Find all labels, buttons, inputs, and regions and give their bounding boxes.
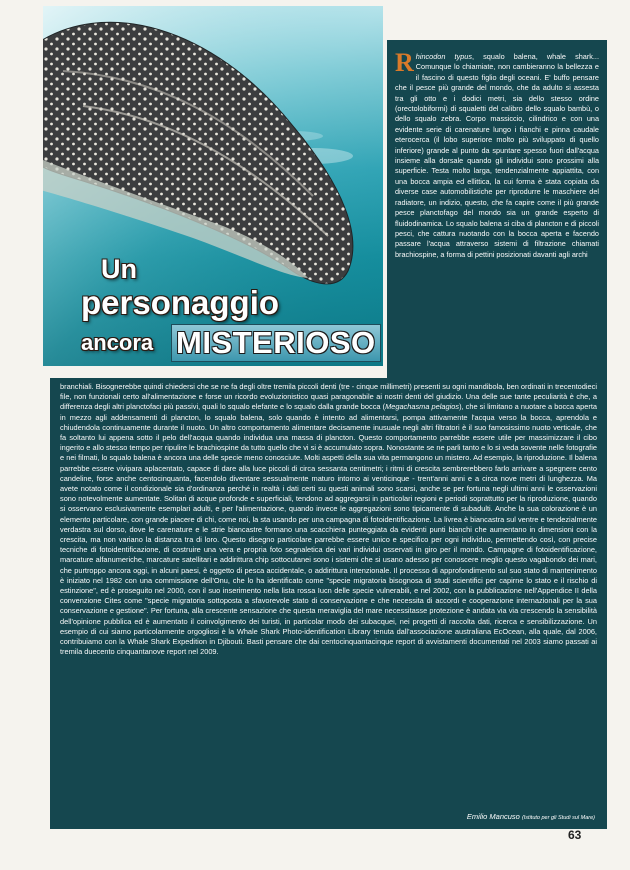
author-credit xyxy=(467,812,595,821)
author-affiliation: (Istituto per gli Studi sul Mare) xyxy=(521,815,595,821)
article-headline xyxy=(43,254,383,366)
headline-highlight: MISTERIOSO xyxy=(171,324,381,362)
intro-paragraph xyxy=(395,48,599,260)
main-text-block xyxy=(50,378,607,829)
main-text-part-1: branchiali. Bisognerebbe quindi chiedersi che se ne fa degli oltre tremila piccoli denti (tre - cinque millimetri) presenti su ogni mandibola, ben ordinati in trecentodieci file, non funzionali certo all'alimentazione e forse un ricordo evoluzionistico quasi paragonabile ai nostri denti del giudizio. Una delle sue tante peculiarità è che, a differenza degli altri planctofaci più passivi, quali lo squalo elefante e lo squalo dalla grande bocca ( xyxy=(60,382,597,412)
species-name: hincodon typus xyxy=(415,52,472,61)
headline-line-3: ancora xyxy=(81,330,154,355)
main-text-part-2: ), che si limitano a nuotare a bocca aperta in mezzo agli addensamenti di plancton, lo squalo balena, solo quando è intento ad alimentarsi, pompa attivamente l'acqua verso la bocca, aprendola e chiudendola continuamente durante il nuoto. Un altro comportamento alimentare decisamente inusuale negli altri filtratori è il suo famosissimo nuoto verticale, che fa soltanto lui appena sotto il pelo dell'acqua quando individua una massa di plancton. Questo comportamento parrebbe essere utile per massimizzare il cibo ingerito e allo stesso tempo per ripulire le brachiospine da tutto quello che vi si è accumulato sopra. Nonostante se ne parli tanto e lo si veda sovente nelle fotografie e nei filmati, lo squalo balena è ancora una delle specie meno conosciute. Molti aspetti della sua vita permangono un mistero. Ad esempio, la riproduzione. Il balena parrebbe essere vivipara aplacentato, capace di dare alla luce piccoli di circa sessanta centimetri; i ritmi di crescita sembrerebbero farlo arrivare a spegnere cento candeline, forse anche centocinquanta, facendolo diventare sessualmente maturo intorno ai venticinque - trent'anni anni e a circa nove metri di lunghezza. Ma avete notato come il condizionale sia d'ordinanza perché in realtà i dati certi su questi animali sono scarsi, anche se per fortuna negli ultimi anni le osservazioni sono notevolmente aumentate. Solitari di acque profonde e superficiali, tendono ad aggregarsi in particolari regioni e periodi soprattutto per la riproduzione, quando si osservano esclusivamente esemplari adulti, e per l'alimentazione, quando invece le aggregazioni sono tipicamente di subadulti. Anche la sua colorazione è un elemento particolare, con grande piacere di chi, come noi, la sta usando per una campagna di fotoidentificazione. La livrea è biancastra sul ventre e tendezialmente verdastra sul dorso, dove le carenature e le strie biancastre formano una scacchiera punteggiata da evidenti punti bianchi che aumentano in dimensioni con la crescita, ma non variano la distanza tra di loro. Questo disegno particolare parrebbe essere unico e specifico per ogni individuo, permettendo così, con precise tecniche di fotoidentificazione, di costruire una vera e propria foto segnaletica dei vari individui osservati in giro per il mondo. Campagne di fotoidentificazione, marcature alfanumeriche, marcature satellitari e addirittura chip sottocutanei sono i sistemi che si usano adesso per conoscere meglio questo vagabondo dei mari, che purtroppo ancora oggi, in alcuni paesi, è oggetto di pesca accidentale, o addirittura intenzionale. Il processo di approfondimento sul suo stato di mantenimento è iniziato nel 1982 con una commissione dell'Onu, che lo ha identificato come "specie migratoria bisognosa di studi scientifici per capirne lo stato e il rischio di estinzione", ed è proseguito nel 2000, con il suo inserimento nella lista rossa Iucn delle specie vulnerabili, e nel 2002, con la pubblicazione nell'Appendice II della convenzione Cites come "specie migratoria sottoposta a sfavorevole stato di conservazione e che necessita di accordi e cooperazione internazionali per la sua conservazione e gestione". Per fortuna, alla crescente sensazione che questa meraviglia del mare necessitasse protezione è andata via via crescendo la sensibilità dell'opinione pubblica ed è aumentato il coinvolgimento dei turisti, in particolar modo dei subacquei, nei progetti di raccolta dati, ricerca e sensibilizzazione. Un esempio di cui siamo particolarmente orgogliosi è la Whale Shark Photo-identification Library tenuta dall'associazione australiana EcOcean, alla quale, dal 2006, contribuiamo con la Whale Shark Expedition in Djibouti. Basti pensare che dai centocinquantacinque report di avvistamenti documentati nel 2003 siamo passati ai tremila duecento cinquantanove report nel 2009. xyxy=(60,402,597,657)
main-paragraph xyxy=(60,382,597,657)
drop-cap: R xyxy=(395,48,414,77)
intro-column xyxy=(387,40,607,378)
intro-text: , squalo balena, whale shark... Comunque lo chiamiate, non cambieranno la bellezza e il fascino di questo figlio degli oceani. E' buffo pensare che il pesce più grande del mondo, che da adulto si assesta tra gli otto e i dodici metri, sia dello stesso ordine (orectolobiformi) di squaletti del calibro dello squalo bambù, o dello squalo zebra. Corpo massiccio, cilindrico e con una evidente serie di carenature lungo i fianchi e pinna caudale eterocerca (il lobo superiore molto più sviluppato di quello inferiore) grande al punto da spuntare spesso fuori dall'acqua insieme alla dorsale quando gli individui sono prossimi alla superficie. Testa molto larga, tendenzialmente appiattita, con una bocca ampia ed ellittica, la cui forma è stata copiata da diverse case automobilistiche per riprodurre le maschiere del radiatore, un indizio, questo, che fa capire come il più grande pesce planctofago del mondo sia un grande esperto di fluidodinamica. Lo squalo balena si ciba di plancton e di piccoli pesci, che cattura nuotando con la bocca aperta e facendo passare l'acqua attraverso sistemi di filtrazione chiamati brachiospine, a forma di pettini posizionati davanti agli archi xyxy=(395,52,599,259)
page-number: 63 xyxy=(568,828,582,842)
scientific-name: Megachasma pelagios xyxy=(385,402,460,412)
whale-shark-photo xyxy=(43,6,383,366)
author-name: Emilio Mancuso xyxy=(466,812,520,821)
headline-line-2: personaggio xyxy=(81,284,280,321)
headline-line-1: Un xyxy=(101,254,137,284)
